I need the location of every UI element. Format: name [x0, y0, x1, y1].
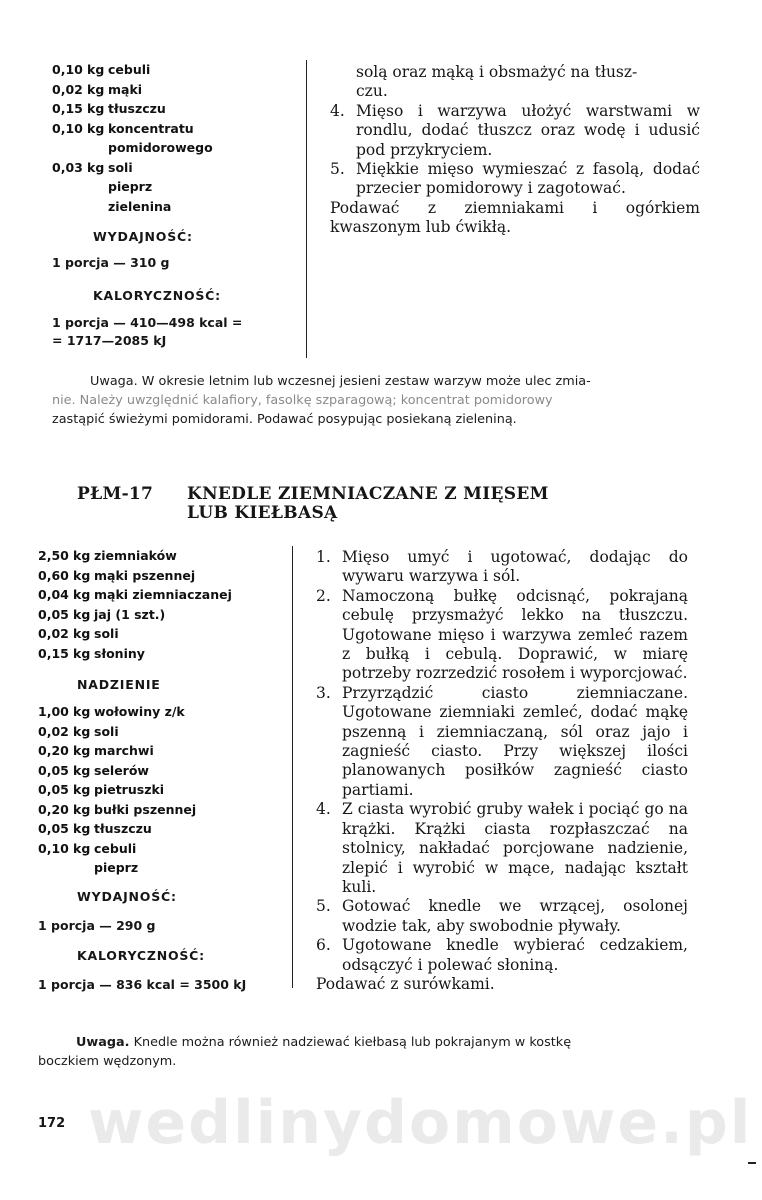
ingredient-unit: kg	[87, 81, 105, 97]
ingredient-unit: kg	[73, 723, 91, 739]
recipe-step	[316, 936, 688, 975]
recipe-calorie-heading: KALORYCZNOŚĆ:	[77, 948, 205, 963]
recipe-yield-value: 1 porcja — 290 g	[38, 918, 156, 933]
ingredient-quantity: 0,05	[38, 821, 69, 836]
ingredient-unit: kg	[73, 801, 91, 817]
ingredient-quantity: 0,05	[38, 606, 69, 622]
recipe-step	[316, 587, 688, 684]
ingredient-name: tłuszczu	[108, 101, 166, 116]
recipe-ingredient-row	[38, 566, 288, 586]
ingredient-unit: kg	[87, 159, 105, 175]
ingredient-unit: kg	[73, 704, 91, 719]
step-number: 1.	[316, 548, 331, 566]
ingredient-unit: kg	[73, 548, 91, 563]
recipe-note-label: Uwaga.	[76, 1035, 130, 1050]
ingredient-quantity: 2,50	[38, 548, 69, 563]
ingredient-unit: kg	[73, 743, 91, 758]
recipe-steps	[316, 548, 688, 994]
ingredient-unit: kg	[73, 762, 91, 778]
recipe-ingredient-row	[38, 585, 288, 605]
ingredient-quantity: 0,02	[38, 626, 69, 641]
filling-ingredient-row	[38, 780, 288, 800]
recipe-code: PŁM-17	[77, 484, 154, 504]
ingredient-name: soli	[94, 626, 119, 641]
recipe-serve-text: Podawać z surówkami.	[316, 974, 495, 993]
ingredient-name: bułki pszennej	[94, 801, 197, 817]
top-calorie-line1: 1 porcja — 410—498 kcal =	[52, 315, 243, 330]
step-number: 6.	[316, 936, 331, 955]
recipe-ingredient-row	[38, 624, 288, 644]
ingredient-quantity: 0,60	[38, 567, 69, 583]
ingredient-name: soli	[108, 159, 133, 175]
ingredient-unit: kg	[73, 606, 91, 622]
recipe-calorie-value: 1 porcja — 836 kcal = 3500 kJ	[38, 977, 247, 992]
ingredient-name: pietruszki	[94, 782, 165, 797]
recipe-title-line1: KNEDLE ZIEMNIACZANE Z MIĘSEM	[187, 484, 549, 504]
filling-ingredient-row	[38, 761, 288, 781]
ingredient-name: pieprz	[108, 179, 153, 194]
ingredient-quantity: 0,15	[52, 101, 83, 116]
filling-ingredient-row	[38, 839, 288, 859]
ingredient-name: mąki	[108, 81, 143, 97]
ingredient-quantity: 0,10	[52, 120, 83, 136]
top-ingredient-row	[52, 177, 292, 197]
recipe-yield-heading: WYDAJNOŚĆ:	[77, 889, 177, 904]
top-step-5: 5. Miękkie mięso wymieszać z fasolą, dodać przecier pomidorowy i zagotować.	[330, 160, 700, 198]
step-number: 4.	[316, 800, 331, 819]
top-step-4: 4. Mięso i warzywa ułożyć warstwami w rondlu, dodać tłuszcz oraz wodę i udusić pod przykryciem.	[330, 101, 700, 159]
ingredient-quantity: 0,20	[38, 801, 69, 817]
top-column-divider	[306, 60, 307, 358]
top-ingredient-row	[52, 158, 292, 178]
top-ingredient-row	[52, 138, 292, 158]
recipe-step	[316, 800, 688, 897]
recipe-ingredient-list	[38, 546, 288, 663]
top-step-3-line1: solą oraz mąką i obsmażyć na tłusz-	[356, 63, 638, 81]
ingredient-name: koncentratu	[108, 120, 194, 136]
top-calorie-line2: = 1717—2085 kJ	[52, 333, 167, 348]
ingredient-unit: kg	[73, 840, 91, 856]
page-number: 172	[38, 1116, 66, 1131]
ingredient-name: ziemniaków	[94, 548, 177, 563]
filling-heading: NADZIENIE	[77, 677, 161, 692]
recipe-step	[316, 897, 688, 936]
recipe-column-divider	[292, 546, 293, 988]
top-ingredient-row	[52, 119, 292, 139]
ingredient-quantity: 0,02	[52, 81, 83, 97]
corner-mark	[748, 1162, 756, 1164]
top-yield-value: 1 porcja — 310 g	[52, 255, 170, 270]
ingredient-quantity: 1,00	[38, 704, 69, 719]
ingredient-name: tłuszczu	[94, 821, 152, 836]
ingredient-name: mąki ziemniaczanej	[94, 587, 232, 602]
top-serve-text: Podawać z ziemniakami i ogórkiem kwaszonym lub ćwikłą.	[330, 198, 700, 237]
top-ingredient-row	[52, 197, 292, 217]
ingredient-unit: kg	[73, 587, 91, 602]
ingredient-name: mąki pszennej	[94, 567, 196, 583]
step-text: Z ciasta wyrobić gruby wałek i pociąć go na krążki. Krążki ciasta rozpłaszczać na stolnicy, nakładać porcjowane nadzienie, zlepić i wyrobić w mące, nadając kształt kuli.	[342, 800, 688, 896]
top-note-line2: nie. Należy uwzględnić kalafiory, fasolkę szparagową; koncentrat pomidorowy	[52, 393, 553, 408]
recipe-ingredient-row	[38, 644, 288, 664]
top-ingredient-list	[52, 60, 292, 216]
ingredient-unit: kg	[87, 120, 105, 136]
recipe-ingredient-row	[38, 546, 288, 566]
recipe-ingredient-row	[38, 605, 288, 625]
filling-ingredient-row	[38, 800, 288, 820]
ingredient-unit: kg	[87, 62, 105, 77]
ingredient-quantity: 0,02	[38, 723, 69, 739]
step-text: Przyrządzić ciasto ziemniaczane. Ugotowane ziemniaki zemleć, dodać mąkę pszenną i ziemniaczaną, sól oraz jajo i zagnieść ciasto. Przy większej ilości planowanych posiłków zagnieść ciasto partiami.	[342, 683, 688, 799]
recipe-step	[316, 548, 688, 587]
ingredient-unit: kg	[73, 626, 91, 641]
step-number: 3.	[316, 683, 331, 702]
ingredient-name: marchwi	[94, 743, 154, 758]
filling-ingredient-row	[38, 722, 288, 742]
step-number: 2.	[316, 586, 331, 605]
ingredient-name: pieprz	[94, 860, 139, 875]
ingredient-name: wołowiny z/k	[94, 704, 185, 719]
ingredient-name: cebuli	[108, 62, 151, 77]
ingredient-name: zielenina	[108, 198, 172, 214]
ingredient-name: selerów	[94, 762, 149, 778]
ingredient-quantity: 0,20	[38, 743, 69, 758]
recipe-note	[38, 1033, 688, 1071]
ingredient-unit: kg	[73, 782, 91, 797]
filling-ingredient-row	[38, 741, 288, 761]
ingredient-unit: kg	[73, 567, 91, 583]
filling-ingredient-row	[38, 858, 288, 878]
top-note	[52, 372, 702, 429]
top-note-line3: zastąpić świeżymi pomidorami. Podawać posypując posiekaną zieleniną.	[52, 412, 517, 427]
top-note-line1: Uwaga. W okresie letnim lub wczesnej jesieni zestaw warzyw może ulec zmia-	[90, 374, 591, 389]
step-text: Namoczoną bułkę odcisnąć, pokrajaną cebulę przysmażyć lekko na tłuszczu. Ugotowane mięso i warzywa zemleć razem z bułką i cebulą. Doprawić, w miarę potrzeby rozrzedzić rosołem i wyporcjować.	[342, 586, 688, 683]
filling-ingredient-row	[38, 702, 288, 722]
ingredient-quantity: 0,10	[38, 840, 69, 856]
ingredient-quantity: 0,05	[38, 782, 69, 797]
ingredient-quantity: 0,05	[38, 762, 69, 778]
top-step-3-line2: czu.	[356, 82, 388, 101]
recipe-note-text: Knedle można również nadziewać kiełbasą lub pokrajanym w kostkę	[129, 1035, 572, 1050]
top-ingredient-row	[52, 80, 292, 100]
top-steps	[330, 63, 700, 238]
ingredient-name: cebuli	[94, 840, 137, 856]
ingredient-quantity: 0,04	[38, 587, 69, 602]
step-text: Gotować knedle we wrzącej, osolonej wodzie tak, aby swobodnie pływały.	[342, 897, 688, 935]
ingredient-name: soli	[94, 723, 119, 739]
top-ingredient-row	[52, 99, 292, 119]
ingredient-quantity: 0,15	[38, 645, 69, 661]
ingredient-unit: kg	[87, 101, 105, 116]
ingredient-quantity: 0,10	[52, 62, 83, 77]
filling-ingredient-row	[38, 819, 288, 839]
step-number: 5.	[316, 897, 331, 916]
top-yield-heading: WYDAJNOŚĆ:	[93, 229, 193, 244]
ingredient-name: jaj (1 szt.)	[94, 606, 166, 622]
ingredient-quantity: 0,03	[52, 159, 83, 175]
recipe-note-line2: boczkiem wędzonym.	[38, 1054, 177, 1069]
ingredient-unit: kg	[73, 645, 91, 661]
top-ingredient-row	[52, 60, 292, 80]
filling-ingredient-list	[38, 702, 288, 878]
ingredient-name: słoniny	[94, 645, 145, 661]
ingredient-name: pomidorowego	[108, 140, 213, 155]
top-calorie-heading: KALORYCZNOŚĆ:	[93, 288, 221, 303]
step-text: Ugotowane knedle wybierać cedzakiem, odsączyć i polewać słoniną.	[342, 936, 688, 974]
step-text: Mięso umyć i ugotować, dodając do wywaru warzywa i sól.	[342, 548, 688, 586]
recipe-title-line2: LUB KIEŁBASĄ	[187, 503, 338, 523]
recipe-step	[316, 684, 688, 800]
ingredient-unit: kg	[73, 821, 91, 836]
watermark: wedlinydomowe.pl	[88, 1088, 753, 1158]
